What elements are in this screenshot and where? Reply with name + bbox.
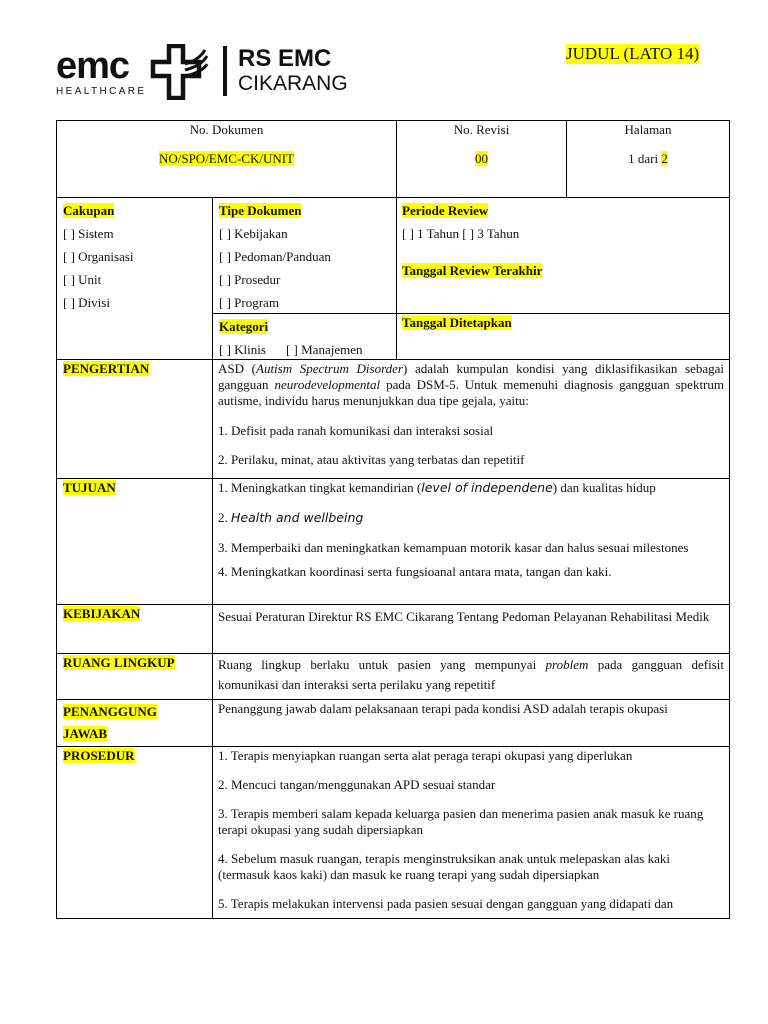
periode-review-label: Periode Review [402, 203, 489, 218]
jawab-label: JAWAB [63, 726, 108, 741]
tujuan-item-1: 1. Meningkatkan tingkat kemandirian (level of independene) dan kualitas hidup [218, 480, 656, 495]
logo-hospital-location: CIKARANG [238, 72, 348, 95]
tujuan-item-2: 2. Health and wellbeing [218, 510, 364, 525]
prosedur-step-4: 4. Sebelum masuk ruangan, terapis menginstruksikan anak untuk melepaskan alas kaki (termasuk kaos kaki) dan masuk ke ruang terapi yang sudah dipersiapkan [218, 851, 670, 882]
pengertian-item-2: 2. Perilaku, minat, atau aktivitas yang terbatas dan repetitif [218, 452, 525, 467]
prosedur-step-1: 1. Terapis menyiapkan ruangan serta alat peraga terapi okupasi yang diperlukan [218, 748, 633, 763]
pengertian-text: ASD (Autism Spectrum Disorder) adalah kumpulan kondisi yang diklasifikasikan sebagai gangguan neurodevelopmental pada DSM-5. Untuk memenuhi diagnosis gangguan spektrum autisme, individu harus menunjukkan dua tipe gejala, yaitu: [218, 361, 724, 408]
prosedur-step-3: 3. Terapis memberi salam kepada keluarga pasien dan menerima pasien anak masuk ke ruang terapi okupasi yang sudah dipersiapkan [218, 806, 704, 837]
periode-review-options[interactable]: [ ] 1 Tahun [ ] 3 Tahun [402, 226, 520, 241]
cakupan-label: Cakupan [63, 203, 115, 218]
penanggung-jawab-text: Penanggung jawab dalam pelaksanaan terapi pada kondisi ASD adalah terapis okupasi [218, 701, 668, 716]
logo-tagline: HEALTHCARE [56, 86, 147, 97]
pengertian-item-1: 1. Defisit pada ranah komunikasi dan interaksi sosial [218, 423, 494, 438]
no-dokumen-label: No. Dokumen [189, 122, 264, 137]
tanggal-ditetapkan-label: Tanggal Ditetapkan [402, 315, 512, 330]
no-dokumen-value: NO/SPO/EMC-CK/UNIT [158, 151, 295, 166]
tipe-dokumen-label: Tipe Dokumen [219, 203, 302, 218]
tujuan-label: TUJUAN [63, 480, 116, 495]
ruang-lingkup-text: Ruang lingkup berlaku untuk pasien yang mempunyai problem pada gangguan defisit komunikasi dan interaksi serta perilaku yang repetitif [218, 657, 724, 692]
medical-cross-icon [149, 44, 209, 100]
tipe-option-prosedur[interactable]: [ ] Prosedur [219, 272, 281, 287]
no-revisi-value: 00 [475, 151, 488, 166]
cakupan-option-divisi[interactable]: [ ] Divisi [63, 295, 110, 310]
document-info-table [56, 197, 730, 360]
cakupan-option-sistem[interactable]: [ ] Sistem [63, 226, 114, 241]
kebijakan-label: KEBIJAKAN [63, 606, 141, 621]
halaman-total: 2 [661, 151, 668, 166]
logo-hospital-name: RS EMC [238, 45, 332, 72]
document-title: JUDUL (LATO 14) [566, 44, 700, 63]
halaman-prefix: 1 dari [628, 151, 662, 166]
no-revisi-label: No. Revisi [453, 122, 510, 137]
tipe-option-program[interactable]: [ ] Program [219, 295, 279, 310]
logo-divider [223, 46, 227, 96]
tipe-option-kebijakan[interactable]: [ ] Kebijakan [219, 226, 288, 241]
tujuan-item-3: 3. Memperbaiki dan meningkatkan kemampuan motorik kasar dan halus sesuai milestones [218, 540, 689, 555]
prosedur-step-2: 2. Mencuci tangan/menggunakan APD sesuai standar [218, 777, 496, 792]
sop-content-table [56, 359, 730, 919]
pengertian-label: PENGERTIAN [63, 361, 150, 376]
hospital-logo [56, 44, 366, 102]
kategori-label: Kategori [219, 319, 269, 334]
tanggal-review-terakhir-label: Tanggal Review Terakhir [402, 263, 543, 278]
kebijakan-text: Sesuai Peraturan Direktur RS EMC Cikarang Tentang Pedoman Pelayanan Rehabilitasi Medik [218, 609, 710, 624]
prosedur-step-5: 5. Terapis melakukan intervensi pada pasien sesuai dengan gangguan yang didapati dan [218, 896, 674, 911]
tipe-option-pedoman[interactable]: [ ] Pedoman/Panduan [219, 249, 331, 264]
cakupan-option-organisasi[interactable]: [ ] Organisasi [63, 249, 134, 264]
prosedur-label: PROSEDUR [63, 748, 135, 763]
cakupan-option-unit[interactable]: [ ] Unit [63, 272, 102, 287]
document-header-table [56, 120, 730, 198]
tujuan-item-4: 4. Meningkatkan koordinasi serta fungsioanal antara mata, tangan dan kaki. [218, 564, 612, 579]
kategori-option-klinis[interactable]: [ ] Klinis [219, 342, 266, 357]
halaman-label: Halaman [624, 122, 672, 137]
logo-brand: emc [56, 45, 130, 87]
kategori-option-manajemen[interactable]: [ ] Manajemen [285, 342, 363, 357]
ruang-lingkup-label: RUANG LINGKUP [63, 655, 175, 670]
penanggung-label: PENANGGUNG [63, 704, 157, 719]
